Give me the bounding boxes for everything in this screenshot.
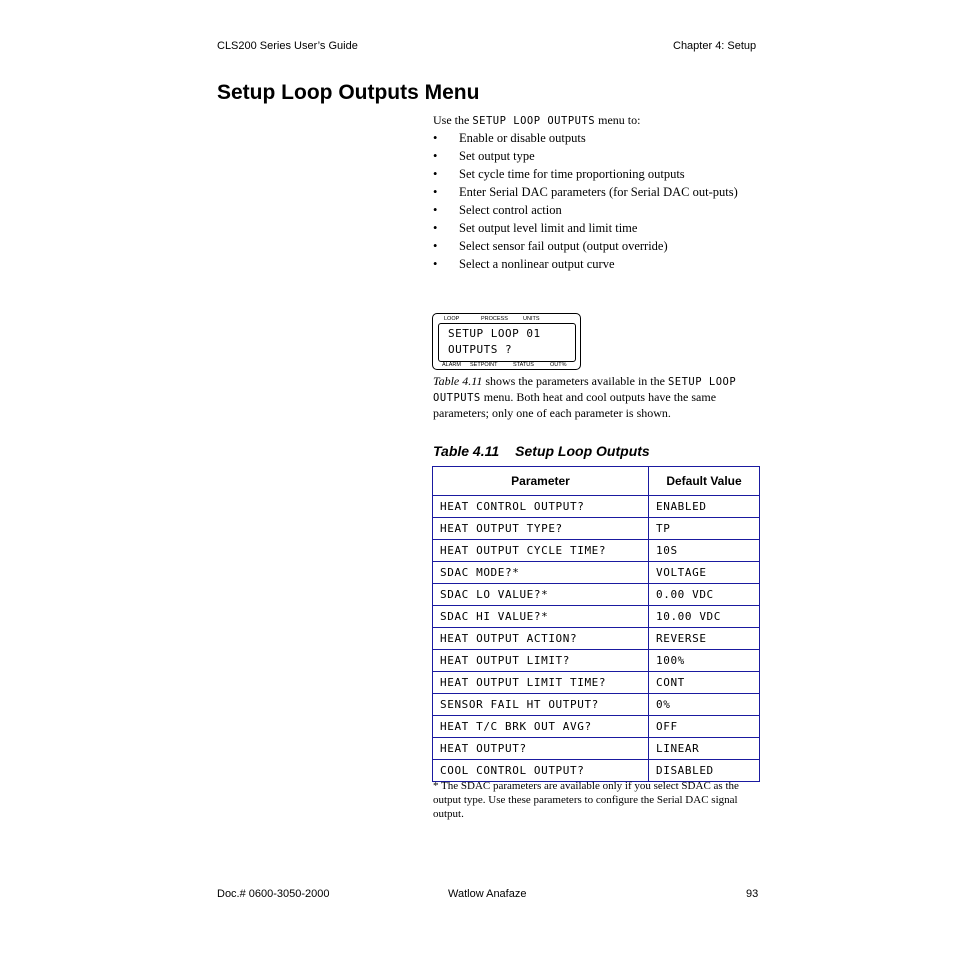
lcd-label-status: STATUS (513, 362, 534, 368)
column-header-parameter: Parameter (433, 467, 649, 496)
default-value-cell: 100% (649, 650, 760, 672)
page-title: Setup Loop Outputs Menu (217, 81, 480, 104)
header-guide-title: CLS200 Series User’s Guide (217, 40, 358, 52)
table-row (433, 694, 760, 716)
table-row (433, 496, 760, 518)
default-value-cell: 10.00 VDC (649, 606, 760, 628)
parameter-cell: HEAT OUTPUT ACTION? (433, 628, 649, 650)
feature-list (433, 131, 763, 275)
list-item: • Set cycle time for time proportioning outputs (433, 167, 763, 182)
parameter-cell: SDAC LO VALUE?* (433, 584, 649, 606)
lcd-label-alarm: ALARM (442, 362, 461, 368)
footer-page-number: 93 (746, 888, 759, 900)
table-caption-number: Table 4.11 (433, 443, 500, 459)
table-row (433, 540, 760, 562)
parameter-cell: HEAT T/C BRK OUT AVG? (433, 716, 649, 738)
description-menu-code: SETUP LOOP OUTPUTS (433, 376, 737, 404)
table-caption-title: Setup Loop Outputs (515, 443, 650, 459)
parameter-cell: SDAC MODE?* (433, 562, 649, 584)
default-value-cell: 10S (649, 540, 760, 562)
lcd-label-setpoint: SETPOINT (470, 362, 498, 368)
default-value-cell: VOLTAGE (649, 562, 760, 584)
intro-text (433, 113, 640, 128)
footer-company: Watlow Anafaze (448, 888, 527, 900)
lcd-label-process: PROCESS (481, 316, 508, 322)
intro-prefix: Use the (433, 113, 473, 127)
column-header-default-value: Default Value (649, 467, 760, 496)
parameter-cell: HEAT OUTPUT? (433, 738, 649, 760)
lcd-label-units: UNITS (523, 316, 540, 322)
default-value-cell: CONT (649, 672, 760, 694)
lcd-label-out: OUT% (550, 362, 567, 368)
description-text-1: shows the parameters available in the (482, 374, 668, 388)
default-value-cell: 0.00 VDC (649, 584, 760, 606)
lcd-screen (438, 323, 576, 362)
lcd-label-loop: LOOP (444, 316, 460, 322)
default-value-cell: TP (649, 518, 760, 540)
parameters-table (432, 466, 760, 782)
table-row (433, 738, 760, 760)
default-value-cell: DISABLED (649, 760, 760, 782)
header-chapter: Chapter 4: Setup (673, 40, 757, 52)
parameter-cell: HEAT OUTPUT CYCLE TIME? (433, 540, 649, 562)
table-row (433, 716, 760, 738)
intro-suffix: menu to: (595, 113, 641, 127)
table-row (433, 518, 760, 540)
description-text-2: menu. Both heat and cool outputs have the same parameters; only one of each parameter is shown. (433, 390, 717, 420)
list-item: • Set output type (433, 149, 763, 164)
default-value-cell: REVERSE (649, 628, 760, 650)
list-item: • Enable or disable outputs (433, 131, 763, 146)
list-item: • Select control action (433, 203, 763, 218)
lcd-display (432, 313, 581, 370)
default-value-cell: LINEAR (649, 738, 760, 760)
list-item: • Select sensor fail output (output override) (433, 239, 763, 254)
table-row (433, 628, 760, 650)
lcd-line-1: SETUP LOOP 01 (448, 327, 541, 340)
parameter-cell: HEAT OUTPUT LIMIT? (433, 650, 649, 672)
table-caption (433, 443, 650, 459)
table-row (433, 606, 760, 628)
table-reference: Table 4.11 (433, 374, 483, 388)
parameter-cell: SENSOR FAIL HT OUTPUT? (433, 694, 649, 716)
parameter-cell: COOL CONTROL OUTPUT? (433, 760, 649, 782)
table-row (433, 562, 760, 584)
parameter-cell: HEAT OUTPUT TYPE? (433, 518, 649, 540)
table-header-row (433, 467, 760, 496)
table-row (433, 584, 760, 606)
footer-doc-number: Doc.# 0600-3050-2000 (217, 888, 330, 900)
default-value-cell: OFF (649, 716, 760, 738)
list-item: • Select a nonlinear output curve (433, 257, 763, 272)
parameter-cell: HEAT OUTPUT LIMIT TIME? (433, 672, 649, 694)
default-value-cell: 0% (649, 694, 760, 716)
table-footnote: * The SDAC parameters are available only if you select SDAC as the output type. Use these parameters to configure the Serial DAC signal output. (433, 780, 739, 820)
lcd-line-2: OUTPUTS ? (448, 343, 513, 356)
table-description (433, 374, 763, 421)
table-row (433, 650, 760, 672)
intro-menu-code: SETUP LOOP OUTPUTS (472, 115, 596, 127)
parameter-cell: HEAT CONTROL OUTPUT? (433, 496, 649, 518)
table-row (433, 672, 760, 694)
list-item: • Enter Serial DAC parameters (for Serial DAC out-puts) (433, 185, 763, 200)
list-item: • Set output level limit and limit time (433, 221, 763, 236)
parameter-cell: SDAC HI VALUE?* (433, 606, 649, 628)
default-value-cell: ENABLED (649, 496, 760, 518)
